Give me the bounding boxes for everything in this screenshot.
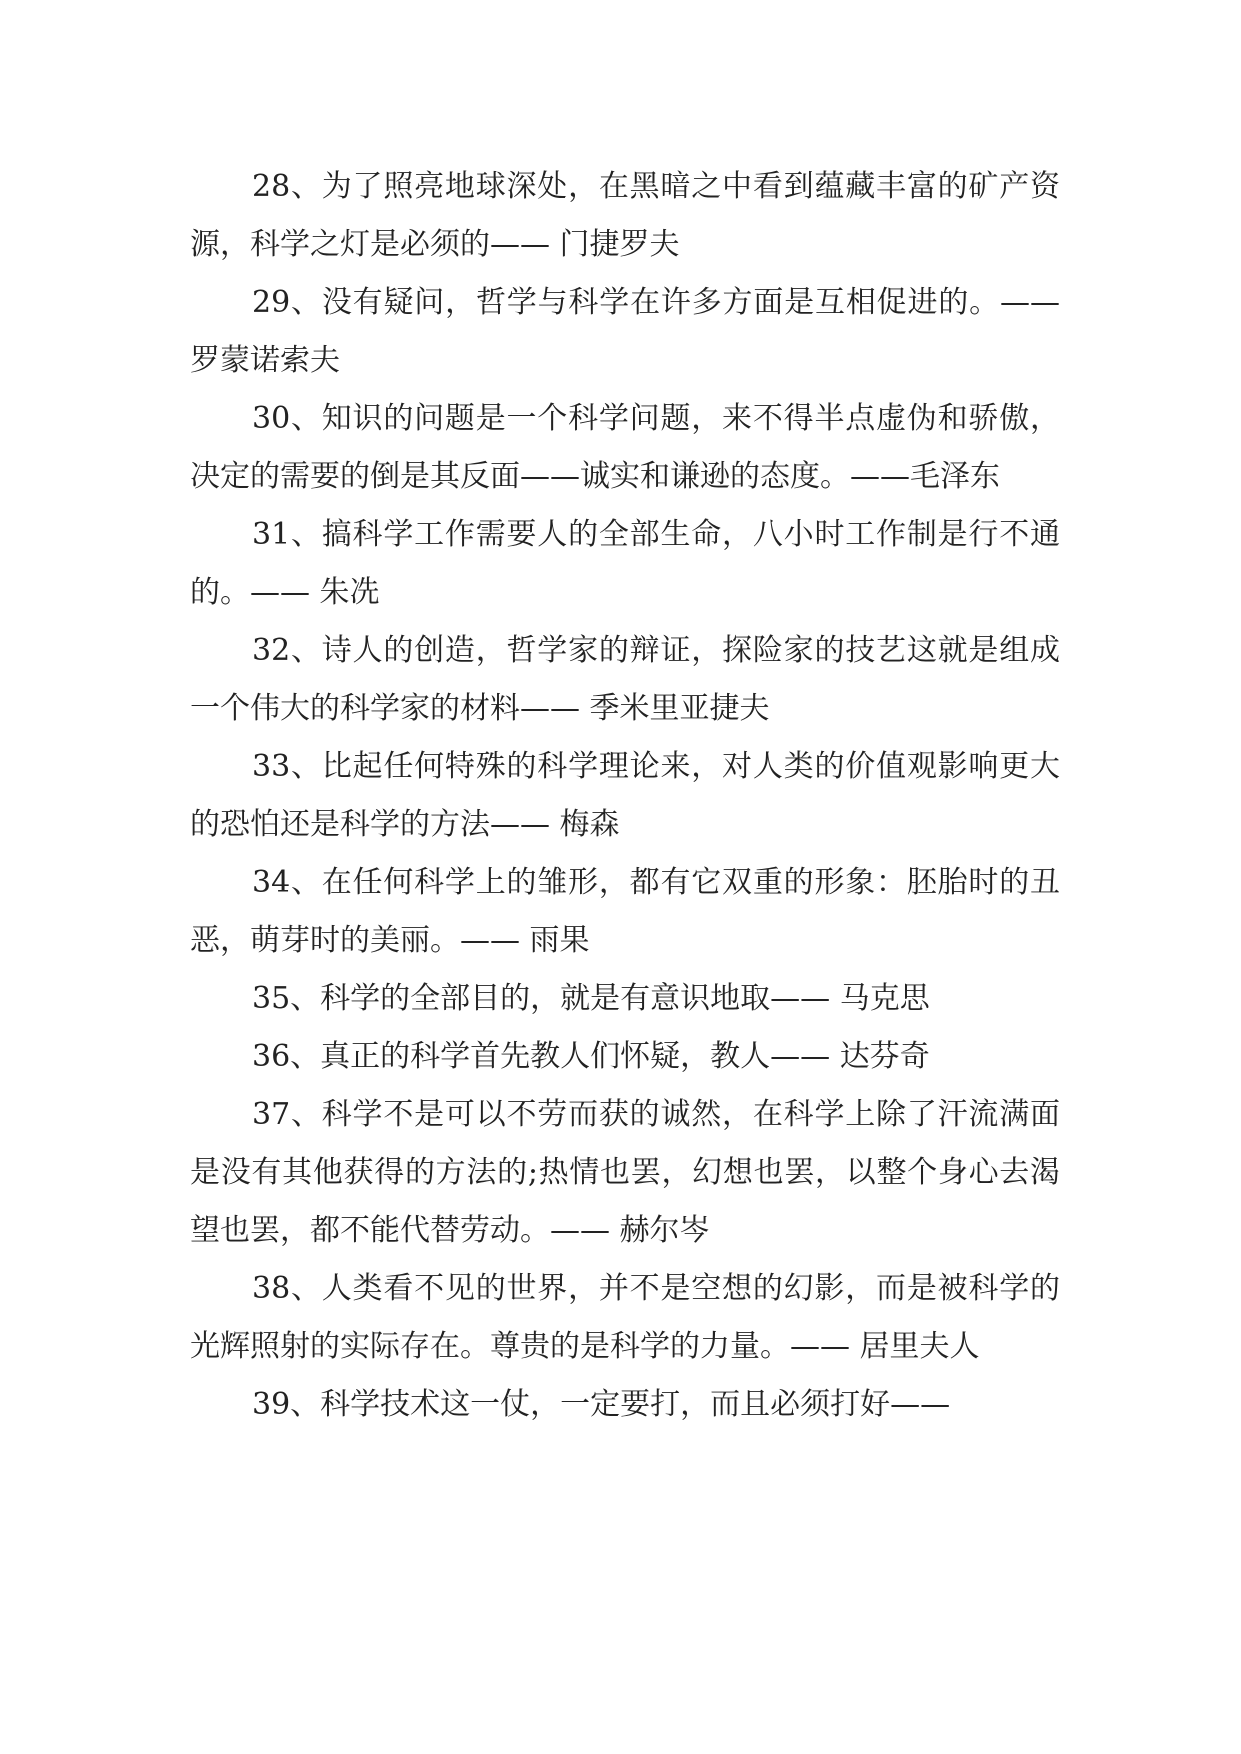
quote-paragraph: 34、在任何科学上的雏形，都有它双重的形象：胚胎时的丑恶，萌芽时的美丽。—— 雨果 <box>190 865 1060 958</box>
quote-paragraph: 35、科学的全部目的，就是有意识地取—— 马克思 <box>252 981 930 1016</box>
quote-paragraph: 37、科学不是可以不劳而获的诚然，在科学上除了汗流满面是没有其他获得的方法的;热情也罢，幻想也罢，以整个身心去渴望也罢，都不能代替劳动。—— 赫尔岑 <box>190 1097 1060 1248</box>
quote-paragraph: 33、比起任何特殊的科学理论来，对人类的价值观影响更大的恐怕还是科学的方法—— 梅森 <box>190 749 1060 842</box>
quote-paragraph: 32、诗人的创造，哲学家的辩证，探险家的技艺这就是组成一个伟大的科学家的材料—— 季米里亚捷夫 <box>190 633 1060 726</box>
quote-paragraph: 36、真正的科学首先教人们怀疑，教人—— 达芬奇 <box>252 1039 930 1074</box>
quote-paragraph: 29、没有疑问，哲学与科学在许多方面是互相促进的。—— 罗蒙诺索夫 <box>190 285 1060 378</box>
quote-paragraph: 38、人类看不见的世界，并不是空想的幻影，而是被科学的光辉照射的实际存在。尊贵的是科学的力量。—— 居里夫人 <box>190 1271 1060 1364</box>
quote-paragraph: 31、搞科学工作需要人的全部生命，八小时工作制是行不通的。—— 朱冼 <box>190 517 1060 610</box>
quote-paragraph: 30、知识的问题是一个科学问题，来不得半点虚伪和骄傲，决定的需要的倒是其反面——诚实和谦逊的态度。——毛泽东 <box>190 401 1060 494</box>
quote-list <box>190 158 1060 1434</box>
quote-paragraph: 39、科学技术这一仗，一定要打，而且必须打好—— <box>252 1387 951 1422</box>
quote-paragraph: 28、为了照亮地球深处，在黑暗之中看到蕴藏丰富的矿产资源，科学之灯是必须的—— 门捷罗夫 <box>190 169 1060 262</box>
